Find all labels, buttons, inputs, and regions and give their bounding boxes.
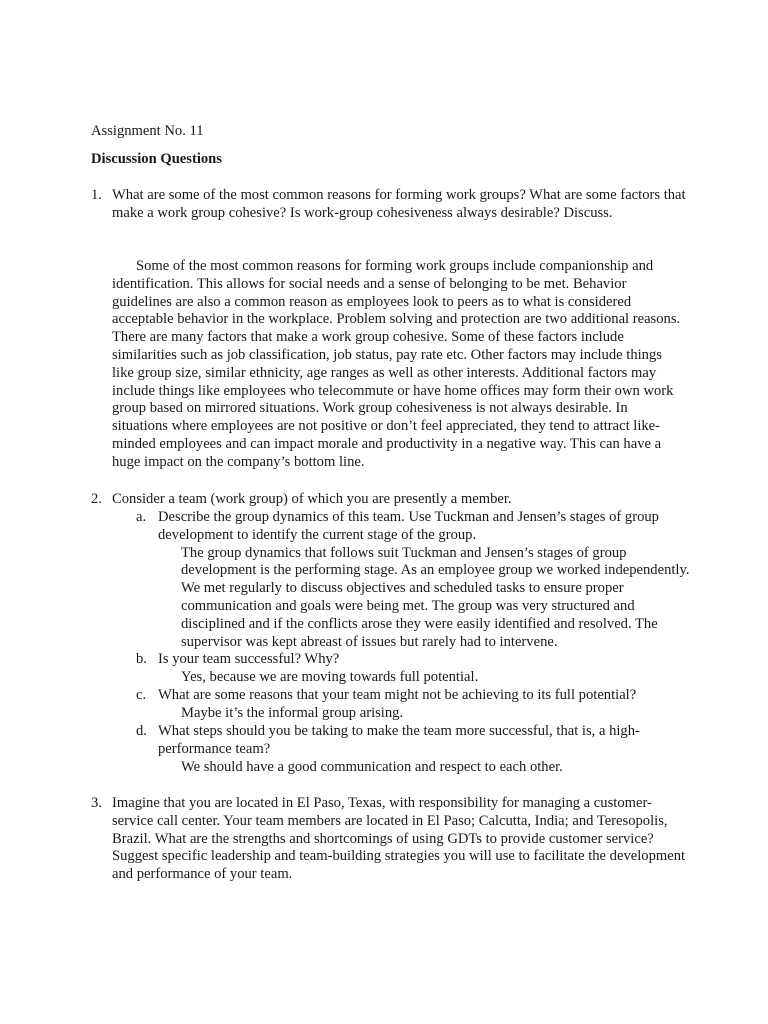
subquestion-answer: We should have a good communication and respect to each other. — [181, 758, 563, 775]
subquestion-c — [136, 687, 696, 723]
section-heading: Discussion Questions — [91, 151, 222, 167]
subquestion-letter: d. — [136, 723, 147, 739]
assignment-title: Assignment No. 11 — [91, 123, 204, 139]
subquestion-letter: b. — [136, 651, 147, 667]
question-text: Consider a team (work group) of which you are presently a member. — [112, 491, 512, 507]
question-number: 3. — [91, 795, 102, 811]
question-2 — [91, 491, 691, 509]
question-3 — [91, 795, 691, 884]
question-1 — [91, 187, 691, 223]
subquestion-d — [136, 723, 696, 776]
subquestion-letter: a. — [136, 509, 147, 525]
subquestion-letter: c. — [136, 687, 147, 703]
answer-body: identification. This allows for social needs and a sense of belonging to be met. Behavior guidelines are also a common reason as employees look to peers as to what is considered acceptable behavior in the workplace. Problem solving and protection are two additional reasons. There are many factors that make a work group cohesive. Some of these factors include similarities such as job classification, job status, pay rate etc. Other factors may include things like group size, similar ethnicity, age ranges as well as other interests. Additional factors may include things like employees who telecommute or have home offices may form their own work group based on mirrored situations. Work group cohesiveness is not always desirable. In situations where employees are not positive or don’t feel appreciated, they tend to attract like-minded employees and can impact morale and productivity in a negative way. This can have a huge impact on the company’s bottom line. — [112, 275, 681, 470]
subquestion-answer: Maybe it’s the informal group arising. — [181, 704, 404, 721]
subquestion-text: Is your team successful? Why? — [158, 651, 340, 667]
question-number: 1. — [91, 187, 102, 203]
subquestion-answer: Yes, because we are moving towards full potential. — [181, 668, 479, 685]
question-number: 2. — [91, 491, 102, 507]
answer-1 — [112, 258, 684, 472]
subquestion-a — [136, 509, 696, 651]
subquestion-b — [136, 651, 696, 687]
answer-first-line: Some of the most common reasons for forming work groups include companionship and — [136, 258, 654, 274]
subquestion-text: Describe the group dynamics of this team. Use Tuckman and Jensen’s stages of group development to identify the current stage of the group. — [158, 509, 659, 543]
question-text: Imagine that you are located in El Paso, Texas, with responsibility for managing a customer-service call center. Your team members are located in El Paso; Calcutta, India; and Teresopolis, Brazil. What are the strengths and shortcomings of using GDTs to provide customer service? Suggest specific leadership and team-building strategies you will use to facilitate the development and performance of your team. — [112, 795, 686, 883]
subquestion-answer: The group dynamics that follows suit Tuckman and Jensen’s stages of group development is the performing stage. As an employee group we worked independently. We met regularly to discuss objectives and scheduled tasks to ensure proper communication and goals were being met. The group was very structured and disciplined and if the conflicts arose they were easily identified and resolved. The supervisor was kept abreast of issues but rarely had to intervene. — [181, 544, 690, 650]
subquestion-text: What are some reasons that your team might not be achieving to its full potential? — [158, 687, 637, 703]
question-text: What are some of the most common reasons for forming work groups? What are some factors that make a work group cohesive? Is work-group cohesiveness always desirable? Discuss. — [112, 187, 686, 221]
subquestion-text: What steps should you be taking to make the team more successful, that is, a high-performance team? — [158, 723, 640, 757]
